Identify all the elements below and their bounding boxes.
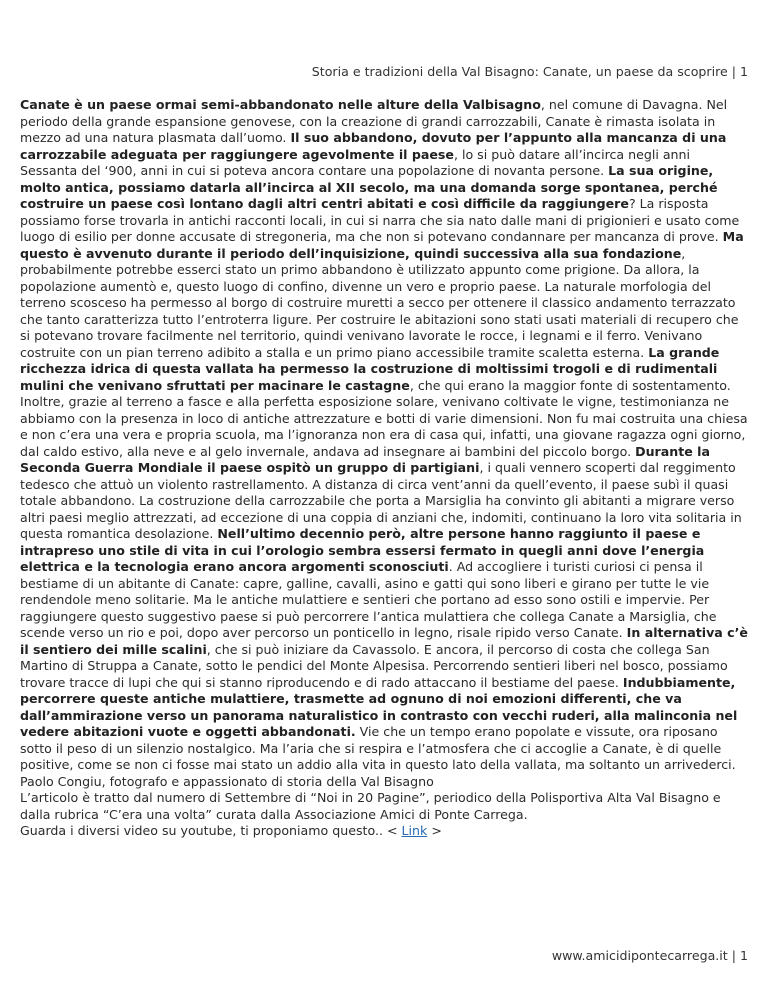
text: , nel comune di Davagna. Nel periodo della grande espansione genovese, con la creazione di grandi carrozzabili, Canate è rimasta isolata in mezzo ad una natura plasmata dall’uomo. [20,97,728,145]
video-line [20,823,750,840]
text: , che qui erano la maggior fonte di sostentamento. Inoltre, grazie al terreno a fasce e alla perfetta esposizione solare, venivano coltivate le vigne, testimonianza ne abbiamo con la presenza in loco di antiche attrezzature e botti di varie dimensioni. Non fu mai costruita una chiesa e non c’era una vera e propria scuola, ma l’ignoranza non era di casa qui, infatti, una giovane ragazza ogni giorno, dal caldo estivo, alla neve e al gelo invernale, andava ad insegnare ai bambini del piccolo borgo. [20,377,748,459]
bold-text: Canate è un paese ormai semi-abbandonato nelle alture della Valbisagno [20,97,541,112]
source-note: L’articolo è tratto dal numero di Settembre di “Noi in 20 Pagine”, periodico della Polisportiva Alta Val Bisagno e dalla rubrica “C’era una volta” curata dalla Associazione Amici di Ponte Carrega. [20,790,721,822]
text: , che si può iniziare da Cavassolo. E ancora, il percorso di costa che collega San Martino di Struppa a Canate, sotto le pendici del Monte Alpesisa. Percorrendo sentieri liberi nel bosco, possiamo trovare tracce di lupi che qui si stanno riproducendo e di rado attaccano il bestiame del paese. [20,641,728,690]
video-suffix: > [427,823,442,838]
text: , lo si può datare all’incirca negli anni Sessanta del ‘900, anni in cui si poteva ancora contare una popolazione di novanta persone. [20,146,691,178]
text: ? La risposta possiamo forse trovarla in antichi racconti locali, in cui si narra che sia nato dalle mani di prigionieri e usato come luogo di esilio per donne accusate di stregoneria, ma che non si potevano condannare per mancanza di prove. [20,196,740,244]
bold-text: Ma questo è avvenuto durante il periodo dell’inquisizione, quindi successiva alla sua fondazione [20,229,744,261]
bold-text: La sua origine, molto antica, possiamo datarla all’incirca al XII secolo, ma una domanda sorge spontanea, perché costruire un paese così lontano dagli altri centri abitati e così difficile da raggiungere [20,163,718,211]
text: Vie che un tempo erano popolate e vissute, ora riposano sotto il peso di un silenzio nostalgico. Ma l’aria che si respira e l’atmosfera che ci accoglie a Canate, è di quelle positive, come se non ci fosse mai stato un addio alla vita in questo lato della vallata, ma soltanto un arrivederci. [20,724,736,772]
page-header: Storia e tradizioni della Val Bisagno: Canate, un paese da scoprire | 1 [311,64,748,79]
bold-text: Indubbiamente, percorrere queste antiche mulattiere, trasmette ad ognuno di noi emozioni differenti, che va dall’ammirazione verso un panorama naturalistico in contrasto con vecchi ruderi, alla malinconia nel vedere abitazioni vuote e oggetti abbandonati. [20,674,738,739]
author-credit: Paolo Congiu, fotografo e appassionato di storia della Val Bisagno [20,773,434,789]
bold-text: Il suo abbandono, dovuto per l’appunto alla mancanza di una carrozzabile adeguata per raggiungere agevolmente il paese [20,130,727,162]
text: , i quali vennero scoperti dal reggimento tedesco che attuò un violento rastrellamento. A distanza di circa vent’anni da quell’evento, il paese subì il quasi totale abbandono. La costruzione della carrozzabile che porta a Marsiglia ha convinto gli abitanti a migrare verso altri paesi meglio attrezzati, ad eccezione di una coppia di anziani che, indomiti, continuano la loro vita solitaria in questa romantica desolazione. [20,460,742,541]
bold-text: In alternativa c’è il sentiero dei mille scalini [20,625,748,657]
video-link[interactable]: Link [401,823,428,838]
bold-text: Nell’ultimo decennio però, altre persone hanno raggiunto il paese e intrapreso uno stile di vita in cui l’orologio sembra essersi fermato in quegli anni dove l’energia elettrica e la tecnologia erano ancora argomenti sconosciuti [20,526,705,574]
article-body [20,97,750,840]
video-prefix: Guarda i diversi video su youtube, ti proponiamo questo.. < [20,823,402,838]
text: , probabilmente potrebbe esserci stato un primo abbandono è utilizzato appunto come prigione. Da allora, la popolazione aumentò e, questo luogo di confino, divenne un vero e proprio paese. La naturale morfologia del terreno scosceso ha permesso al borgo di costruire muretti a secco per ottenere il classico andamento terrazzato che tanto caratterizza tutto l’entroterra ligure. Per costruire le abitazioni sono stati usati materiali di recupero che si potevano trovare facilmente nel territorio, quindi venivano lavorate le rocce, i legnami e il ferro. Venivano costruite con un pian terreno adibito a stalla e un primo piano accessibile tramite scaletta esterna. [20,245,739,360]
text: . Ad accogliere i turisti curiosi ci pensa il bestiame di un abitante di Canate: capre, galline, cavalli, asino e gatti qui sono liberi e girano per tutte le vie rendendole meno solitarie. Ma le antiche mulattiere e sentieri che portano ad esso sono ostili e impervie. Per raggiungere questo suggestivo paese si può percorrere l’antica mulattiera che collega Canate a Marsiglia, che scende verso un rio e poi, dopo aver percorso un ponticello in legno, risale ripido verso Canate. [20,559,717,640]
bold-text: La grande ricchezza idrica di questa vallata ha permesso la costruzione di moltissimi trogoli e di rudimentali mulini che venivano sfruttati per macinare le castagne [20,344,720,393]
article-paragraph [20,97,750,774]
page-footer: www.amicidipontecarrega.it | 1 [551,948,748,963]
bold-text: Durante la Seconda Guerra Mondiale il paese ospitò un gruppo di partigiani [20,443,710,475]
